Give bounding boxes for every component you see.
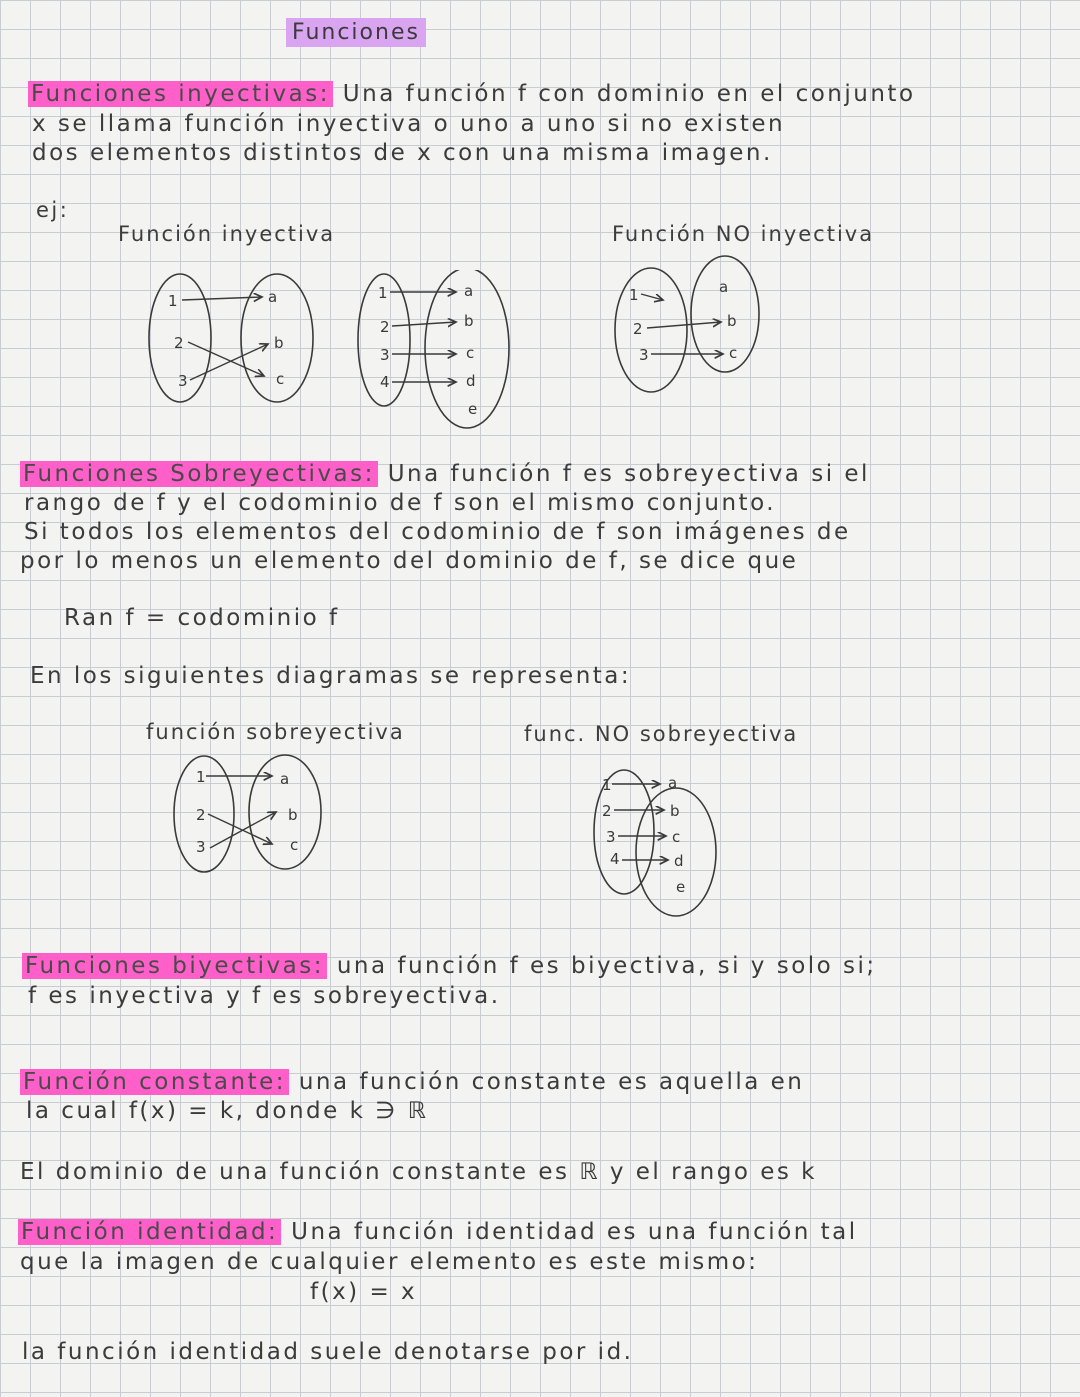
diagram-not-surjective bbox=[580, 760, 730, 925]
caption-not-injective: Función NO inyectiva bbox=[612, 222, 875, 246]
surjective-intro: En los siguientes diagramas se representa: bbox=[30, 663, 632, 689]
cod-label: c bbox=[290, 836, 299, 854]
cod-label: b bbox=[464, 312, 474, 330]
constant-text-1: una función constante es aquella en bbox=[298, 1069, 805, 1095]
cod-label: b bbox=[274, 334, 284, 352]
cod-label: a bbox=[719, 278, 729, 296]
surjective-line-1 bbox=[20, 460, 870, 489]
cod-label: e bbox=[676, 878, 686, 896]
page-title: Funciones bbox=[286, 18, 426, 47]
dom-label: 3 bbox=[639, 346, 649, 364]
dom-label: 1 bbox=[168, 292, 178, 310]
dom-label: 2 bbox=[602, 802, 612, 820]
dom-label: 4 bbox=[610, 850, 620, 868]
dom-label: 2 bbox=[174, 334, 184, 352]
surjective-text-4: por lo menos un elemento del dominio de f, se dice que bbox=[20, 548, 799, 574]
cod-label: c bbox=[466, 344, 475, 362]
bijective-line-1 bbox=[22, 952, 877, 981]
diagram-injective-2 bbox=[350, 270, 520, 435]
cod-label: c bbox=[672, 828, 681, 846]
cod-label: b bbox=[288, 806, 298, 824]
caption-not-surjective: func. NO sobreyectiva bbox=[524, 722, 799, 746]
cod-label: b bbox=[670, 802, 680, 820]
dom-label: 3 bbox=[178, 372, 188, 390]
dom-label: 2 bbox=[633, 320, 643, 338]
dom-label: 2 bbox=[196, 806, 206, 824]
identity-text-2: que la imagen de cualquier elemento es este mismo: bbox=[20, 1249, 759, 1275]
mapping-arrow bbox=[392, 322, 456, 326]
dom-label: 3 bbox=[606, 828, 616, 846]
constant-heading: Función constante: bbox=[20, 1069, 289, 1095]
mapping-arrow bbox=[188, 342, 264, 376]
surjective-text-1: Una función f es sobreyectiva si el bbox=[387, 461, 870, 487]
dom-label: 1 bbox=[196, 768, 206, 786]
set-ellipse bbox=[615, 268, 687, 392]
injective-text-1: Una función f con dominio en el conjunto bbox=[342, 81, 916, 107]
mapping-arrow bbox=[641, 294, 663, 300]
constant-text-3: El dominio de una función constante es ℝ y el rango es k bbox=[20, 1159, 817, 1185]
surjective-text-2: rango de f y el codominio de f son el mismo conjunto. bbox=[24, 490, 777, 516]
injective-text-3: dos elementos distintos de x con una misma imagen. bbox=[32, 140, 773, 166]
surjective-formula: Ran f = codominio f bbox=[64, 605, 340, 631]
cod-label: c bbox=[729, 344, 738, 362]
cod-label: b bbox=[727, 312, 737, 330]
caption-injective: Función inyectiva bbox=[118, 222, 336, 246]
caption-surjective: función sobreyectiva bbox=[146, 720, 405, 744]
surjective-heading: Funciones Sobreyectivas: bbox=[20, 461, 378, 487]
diagram-surjective bbox=[160, 752, 330, 882]
mapping-arrow bbox=[190, 344, 268, 380]
identity-line-1 bbox=[18, 1218, 858, 1247]
cod-label: a bbox=[464, 282, 474, 300]
diagram-not-injective bbox=[605, 252, 775, 397]
cod-label: a bbox=[268, 288, 278, 306]
cod-label: c bbox=[276, 370, 285, 388]
dom-label: 2 bbox=[380, 318, 390, 336]
cod-label: e bbox=[468, 400, 478, 418]
surjective-text-3: Si todos los elementos del codominio de f son imágenes de bbox=[24, 519, 851, 545]
dom-label: 1 bbox=[602, 776, 612, 794]
identity-text-1: Una función identidad es una función tal bbox=[291, 1219, 858, 1245]
cod-label: d bbox=[466, 372, 476, 390]
constant-line-1 bbox=[20, 1068, 804, 1097]
mapping-arrow bbox=[208, 814, 272, 844]
cod-label: a bbox=[668, 774, 678, 792]
bijective-text-2: f es inyectiva y f es sobreyectiva. bbox=[28, 983, 501, 1009]
constant-text-2: la cual f(x) = k, donde k ∋ ℝ bbox=[26, 1098, 429, 1124]
mapping-arrow bbox=[182, 297, 262, 300]
injective-line-1 bbox=[28, 80, 916, 109]
mapping-arrow bbox=[647, 322, 721, 328]
bijective-heading: Funciones biyectivas: bbox=[22, 953, 327, 979]
example-label: ej: bbox=[36, 198, 70, 222]
dom-label: 1 bbox=[378, 284, 388, 302]
dom-label: 1 bbox=[629, 286, 639, 304]
cod-label: d bbox=[674, 852, 684, 870]
dom-label: 3 bbox=[196, 838, 206, 856]
identity-heading: Función identidad: bbox=[18, 1219, 281, 1245]
identity-formula: f(x) = x bbox=[310, 1279, 418, 1305]
mapping-arrow bbox=[210, 812, 276, 848]
injective-heading: Funciones inyectivas: bbox=[28, 81, 333, 107]
dom-label: 4 bbox=[380, 373, 390, 391]
diagram-injective-1 bbox=[140, 270, 330, 420]
cod-label: a bbox=[280, 770, 290, 788]
dom-label: 3 bbox=[380, 346, 390, 364]
injective-text-2: x se llama función inyectiva o uno a uno si no existen bbox=[32, 111, 786, 137]
bijective-text-1: una función f es biyectiva, si y solo si; bbox=[336, 953, 877, 979]
identity-text-3: la función identidad suele denotarse por id. bbox=[22, 1339, 634, 1365]
